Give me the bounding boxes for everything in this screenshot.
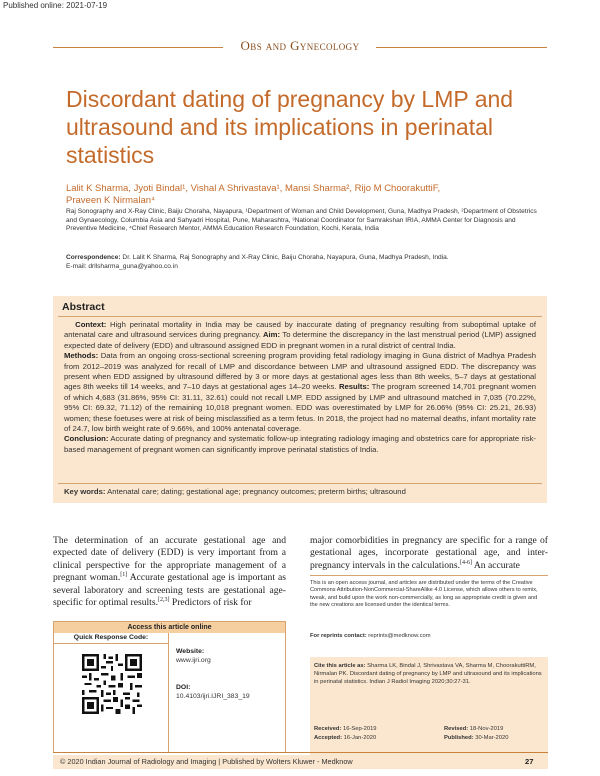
aim-label: Aim: — [260, 330, 281, 340]
methods-label: Methods: — [64, 351, 99, 361]
revised-label: Revised: — [444, 726, 469, 732]
access-article-heading: Access this article online — [54, 622, 285, 633]
received-label: Received: — [314, 726, 342, 732]
conclusion-text: Accurate dating of pregnancy and systematic follow-up integrating radiology imaging and obstetrics care for appropriate risk-based management of pregnant women can significantly improve perinatal statistics of India. — [64, 434, 536, 454]
author-list — [66, 183, 546, 207]
cite-reference: Sharma LK, Bindal J, Shrivastava VA, Sharma M, ChoorakuttiRM, Nirmalan PK. Discordant dating of pregnancy by LMP and ultrasound and its implications in perinatal statistics. Indian J Radiol Imaging 2020;30:27-31. — [314, 663, 542, 685]
published-label: Published: — [444, 735, 474, 741]
reprints-label: For reprints contact: — [310, 633, 367, 639]
revised-value: 18-Nov-2019 — [468, 726, 504, 732]
body-column-right — [310, 535, 548, 572]
context-label: Context: — [75, 320, 107, 329]
body-paragraph: An accurate — [471, 559, 520, 571]
abstract-divider — [58, 316, 542, 317]
doi-label: DOI: — [176, 684, 191, 691]
qr-code-label: Quick Response Code: — [54, 633, 169, 644]
open-access-divider — [310, 575, 548, 576]
accepted-label: Accepted: — [314, 735, 343, 741]
open-access-notice: This is an open access journal, and articles are distributed under the terms of the Creative Commons Attribution-NonCommercial-ShareAlike 4.0 License, which allows others to remix, tweak, and build upon the work non-commercially, as long as appropriate credit is given and the new creations are licensed under the identical terms. — [310, 580, 538, 609]
website-link[interactable]: www.ijri.org — [176, 657, 211, 664]
affiliations: Raj Sonography and X-Ray Clinic, Baiju Choraha, Nayapura, ¹Department of Woman and Child Development, Guna, Madhya Pradesh, ²Department of Obstetrics and Gynaecology, Columbia Asia and Sahyadri Hospital, Pune, Maharashtra, ³National Coordinator for Samrakshan IRIA, AMMA Center for Diagnosis and Preventive Medicine, ⁴Chief Research Mentor, AMMA Education Research Foundation, Kochi, Kerala, India — [66, 208, 537, 233]
results-text: The program screened 14,701 pregnant women of which 4,683 (31.86%, 95% CI: 31.11, 32.61) could not recall LMP. EDD assigned by LMP and ultrasound matched in 7,035 (70.22%, 95% CI: 69.32, 71.12) of the remaining 10,018 pregnant women. EDD was overestimated by LMP for 26.06% (95% CI: 25.21, 26.93) women; these foetuses were at risk of being misclassified as a term fetus. In 2018, the project had no maternal deaths, infant mortality rate of 24.7, low birth weight rate of 9.66%, and 100% antenatal coverage. — [64, 382, 536, 434]
header-rule-right — [376, 47, 547, 48]
cite-label: Cite this article as: — [314, 663, 366, 669]
page-number: 27 — [525, 757, 534, 766]
authors-line-2: Praveen K Nirmalan⁴ — [66, 195, 156, 206]
article-title: Discordant dating of pregnancy by LMP and ultrasound and its implications in perinatal statistics — [66, 86, 514, 168]
keywords-label: Key words: — [64, 487, 106, 496]
doi-link[interactable]: 10.4103/ijri.IJRI_383_19 — [176, 693, 250, 700]
website-label: Website: — [176, 648, 205, 655]
citation-text — [314, 662, 544, 686]
footer-copyright: © 2020 Indian Journal of Radiology and Imaging | Published by Wolters Kluwer - Medknow — [60, 757, 353, 766]
received-date — [314, 726, 377, 732]
revised-date — [444, 726, 503, 732]
accepted-value: 16-Jan-2020 — [342, 735, 377, 741]
reprints-contact — [310, 633, 431, 639]
correspondence — [66, 253, 546, 271]
body-paragraph: Accurate gestational age is important as several laboratory and screening tests are gestational age-specific for optimal results. — [53, 572, 287, 609]
abstract-text — [64, 320, 536, 455]
published-date — [444, 735, 508, 741]
reprints-email[interactable]: reprints@medknow.com — [366, 633, 431, 639]
citation-ref[interactable]: [4-6] — [459, 559, 472, 566]
footer-rule — [53, 752, 548, 753]
keywords-divider — [58, 483, 542, 484]
body-paragraph: major comorbidities in pregnancy are specific for a range of gestational ages, incorporate gestational age, and inter-pregnancy intervals in the calculations. — [310, 535, 548, 571]
correspondence-address: Dr. Lalit K Sharma, Raj Sonography and X-Ray Clinic, Baiju Choraha, Nayapura, Guna, Madhya Pradesh, India. — [120, 254, 449, 261]
section-label: Obs and Gynecology — [240, 38, 360, 53]
context-text: High perinatal mortality in India may be caused by inaccurate dating of pregnancy resulting from suboptimal uptake of antenatal care and ultrasound services during pregnancy. — [64, 320, 536, 340]
published-online-date: Published online: 2021-07-19 — [3, 1, 108, 10]
citation-ref[interactable]: [1] — [120, 572, 128, 579]
methods-text: Data from an ongoing cross-sectional screening program providing fetal radiology imaging in Guna district of Madhya Pradesh from 2012–2019 was analyzed for recall of LMP and discordance between LMP and ultrasound assigned EDD. The discrepancy was present when EDD assigned by ultrasound differed by 3 or more days at gestational ages less than 8th weeks, 5–7 days at gestational ages 8th weeks till 14 weeks, and 7–10 days at gestational ages 14–20 weeks. — [64, 351, 536, 392]
body-column-left — [53, 535, 286, 609]
received-value: 16-Sep-2019 — [341, 726, 377, 732]
body-paragraph: The determination of an accurate gestational age and expected date of delivery (EDD) is very important from a clinical perspective for the appropriate management of a pregnant woman. — [53, 535, 286, 584]
header-rule-left — [53, 47, 223, 48]
authors-line-1: Lalit K Sharma, Jyoti Bindal¹, Vishal A Shrivastava¹, Mansi Sharma², Rijo M ChoorakuttiF, — [66, 183, 441, 194]
keywords-text: Antenatal care; dating; gestational age; pregnancy outcomes; preterm births; ultrasound — [105, 487, 406, 496]
conclusion-label: Conclusion: — [64, 434, 109, 444]
results-label: Results: — [336, 382, 370, 392]
published-value: 30-Mar-2020 — [473, 735, 509, 741]
correspondence-email[interactable]: E-mail: drllsharma_guna@yahoo.co.in — [66, 263, 178, 270]
keywords — [64, 487, 536, 497]
abstract-heading: Abstract — [62, 301, 105, 313]
citation-ref[interactable]: [2,3] — [157, 596, 170, 603]
aim-text: To determine the discrepancy in the last menstrual period (LMP) assigned expected date of delivery (EDD) and ultrasound assigned EDD in pregnant women in a rural district of central India. — [64, 330, 537, 350]
correspondence-label: Correspondence: — [66, 254, 121, 261]
body-paragraph: Predictors of risk for — [169, 597, 252, 609]
qr-code-icon[interactable] — [82, 654, 142, 714]
accepted-date — [314, 735, 376, 741]
